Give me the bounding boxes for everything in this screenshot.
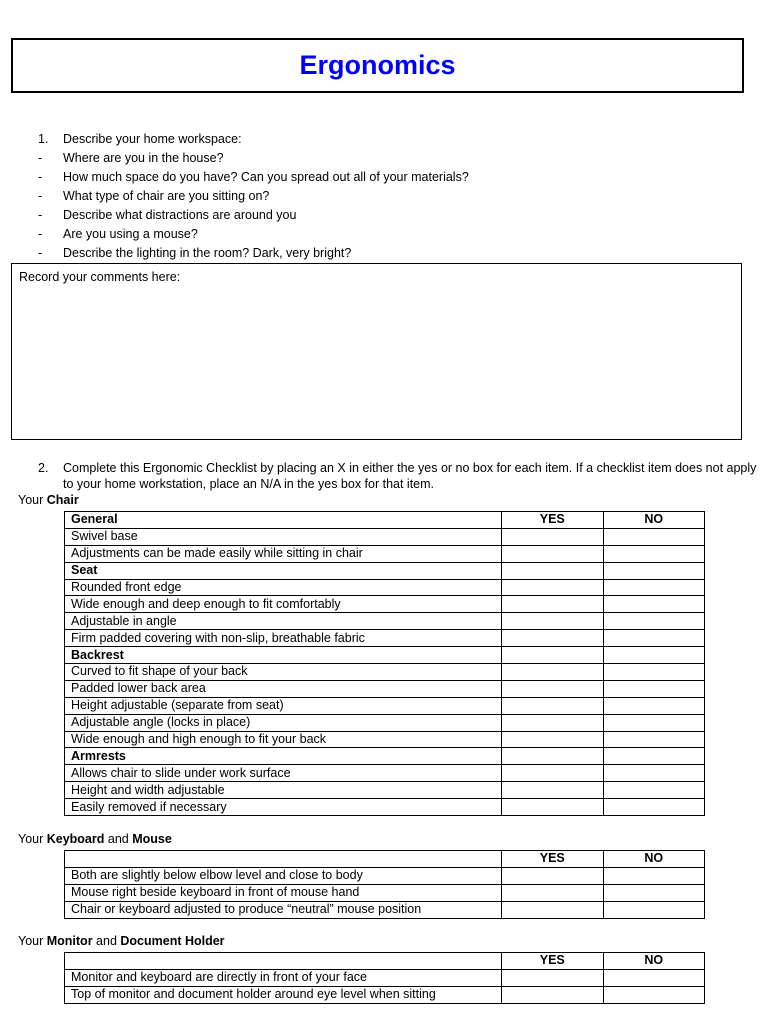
checklist-item: Wide enough and deep enough to fit comfortably (65, 596, 502, 613)
checklist-item: Both are slightly below elbow level and close to body (65, 867, 502, 884)
section-label-part: Mouse (132, 832, 172, 846)
section-label-part: Document Holder (120, 934, 225, 948)
checklist-item: Adjustable angle (locks in place) (65, 714, 502, 731)
list-marker: - (38, 189, 43, 203)
section-label-prefix: Your (18, 493, 47, 507)
no-checkbox-cell[interactable] (603, 884, 705, 901)
question-1-item (38, 187, 758, 206)
table-row (65, 596, 705, 613)
table-row (65, 969, 705, 986)
no-checkbox-cell (603, 748, 705, 765)
list-item-text: What type of chair are you sitting on? (63, 189, 270, 203)
list-marker: 1. (38, 132, 49, 146)
yes-checkbox-cell (502, 562, 604, 579)
no-column-header: NO (603, 953, 705, 970)
yes-checkbox-cell[interactable] (502, 986, 604, 1003)
section-label-part: Keyboard (46, 832, 105, 846)
section-label-part: and (92, 934, 121, 948)
section-label-prefix: Your (18, 934, 47, 948)
section-label (18, 832, 172, 846)
comments-box[interactable] (11, 263, 742, 440)
yes-checkbox-cell[interactable] (502, 765, 604, 782)
no-checkbox-cell (603, 562, 705, 579)
section-label-part: Monitor (46, 934, 93, 948)
no-checkbox-cell[interactable] (603, 630, 705, 647)
no-checkbox-cell[interactable] (603, 799, 705, 816)
yes-checkbox-cell[interactable] (502, 867, 604, 884)
category-header (65, 953, 502, 970)
list-marker: - (38, 170, 43, 184)
yes-checkbox-cell[interactable] (502, 969, 604, 986)
no-checkbox-cell[interactable] (603, 664, 705, 681)
no-checkbox-cell[interactable] (603, 867, 705, 884)
yes-checkbox-cell[interactable] (502, 596, 604, 613)
checklist-item: Padded lower back area (65, 680, 502, 697)
list-marker: - (38, 246, 43, 260)
list-item-text: Where are you in the house? (63, 151, 224, 165)
table-row (65, 714, 705, 731)
table-row (65, 562, 705, 579)
checklist-item: Swivel base (65, 528, 502, 545)
list-marker: - (38, 227, 43, 241)
checklist-item: Mouse right beside keyboard in front of mouse hand (65, 884, 502, 901)
yes-column-header: YES (502, 851, 604, 868)
no-checkbox-cell[interactable] (603, 765, 705, 782)
table-row (65, 731, 705, 748)
title-box (11, 38, 744, 93)
list-item-text: Describe your home workspace: (63, 132, 242, 146)
checklist-item: Monitor and keyboard are directly in front of your face (65, 969, 502, 986)
comments-label: Record your comments here: (19, 270, 181, 284)
table-row (65, 765, 705, 782)
category-header: Backrest (65, 647, 502, 664)
list-marker: - (38, 151, 43, 165)
question-1-item (38, 244, 758, 263)
no-checkbox-cell[interactable] (603, 528, 705, 545)
table-row (65, 884, 705, 901)
category-header: General (65, 512, 502, 529)
question-1-list (38, 130, 758, 263)
checklist-item: Curved to fit shape of your back (65, 664, 502, 681)
category-header: Armrests (65, 748, 502, 765)
table-row (65, 630, 705, 647)
no-checkbox-cell[interactable] (603, 731, 705, 748)
table-row (65, 901, 705, 918)
table-row (65, 953, 705, 970)
checklist-item: Height adjustable (separate from seat) (65, 697, 502, 714)
list-item-text: How much space do you have? Can you spread out all of your materials? (63, 170, 469, 184)
checklist-item: Height and width adjustable (65, 782, 502, 799)
yes-checkbox-cell[interactable] (502, 528, 604, 545)
no-checkbox-cell[interactable] (603, 613, 705, 630)
checklist-item: Firm padded covering with non-slip, breathable fabric (65, 630, 502, 647)
question-2-text: Complete this Ergonomic Checklist by placing an X in either the yes or no box for each item. If a checklist item does not apply to your home workstation, place an N/A in the yes box for that item. (63, 461, 757, 491)
question-1-item (38, 206, 758, 225)
no-checkbox-cell[interactable] (603, 782, 705, 799)
checklist-table (64, 850, 705, 919)
yes-checkbox-cell[interactable] (502, 782, 604, 799)
table-row (65, 528, 705, 545)
table-row (65, 680, 705, 697)
section-label-prefix: Your (18, 832, 47, 846)
no-checkbox-cell[interactable] (603, 579, 705, 596)
table-row (65, 867, 705, 884)
no-checkbox-cell[interactable] (603, 714, 705, 731)
table-row (65, 579, 705, 596)
list-item-text: Describe the lighting in the room? Dark, very bright? (63, 246, 352, 260)
checklist-table (64, 952, 705, 1004)
no-checkbox-cell[interactable] (603, 901, 705, 918)
yes-checkbox-cell (502, 647, 604, 664)
checklist-item: Wide enough and high enough to fit your back (65, 731, 502, 748)
yes-checkbox-cell[interactable] (502, 714, 604, 731)
no-checkbox-cell[interactable] (603, 680, 705, 697)
question-1-item (38, 225, 758, 244)
checklist-item: Top of monitor and document holder around eye level when sitting (65, 986, 502, 1003)
checklist-item: Adjustments can be made easily while sitting in chair (65, 545, 502, 562)
no-checkbox-cell[interactable] (603, 545, 705, 562)
table-row (65, 613, 705, 630)
no-column-header: NO (603, 512, 705, 529)
no-checkbox-cell[interactable] (603, 969, 705, 986)
section-label-part: and (104, 832, 133, 846)
table-row (65, 851, 705, 868)
list-marker: - (38, 208, 43, 222)
table-row (65, 986, 705, 1003)
checklist-item: Allows chair to slide under work surface (65, 765, 502, 782)
no-checkbox-cell[interactable] (603, 697, 705, 714)
yes-checkbox-cell[interactable] (502, 731, 604, 748)
table-row (65, 697, 705, 714)
table-row (65, 545, 705, 562)
question-2 (38, 460, 758, 492)
no-checkbox-cell[interactable] (603, 596, 705, 613)
question-1-item (38, 130, 758, 149)
page-title: Ergonomics (299, 50, 456, 80)
yes-checkbox-cell (502, 748, 604, 765)
section-label (18, 493, 79, 507)
table-row (65, 782, 705, 799)
table-row (65, 799, 705, 816)
checklist-table (64, 511, 705, 816)
question-1-item (38, 149, 758, 168)
yes-checkbox-cell[interactable] (502, 884, 604, 901)
table-row (65, 748, 705, 765)
yes-checkbox-cell[interactable] (502, 664, 604, 681)
no-column-header: NO (603, 851, 705, 868)
category-header (65, 851, 502, 868)
table-row (65, 512, 705, 529)
yes-checkbox-cell[interactable] (502, 680, 604, 697)
table-row (65, 664, 705, 681)
table-row (65, 647, 705, 664)
yes-checkbox-cell[interactable] (502, 697, 604, 714)
checklist-item: Rounded front edge (65, 579, 502, 596)
no-checkbox-cell (603, 647, 705, 664)
checklist-item: Easily removed if necessary (65, 799, 502, 816)
checklist-item: Chair or keyboard adjusted to produce “neutral” mouse position (65, 901, 502, 918)
question-1-item (38, 168, 758, 187)
section-label-part: Chair (46, 493, 79, 507)
checklist-item: Adjustable in angle (65, 613, 502, 630)
category-header: Seat (65, 562, 502, 579)
list-item-text: Describe what distractions are around you (63, 208, 297, 222)
question-2-number: 2. (38, 461, 49, 475)
yes-checkbox-cell[interactable] (502, 630, 604, 647)
section-label (18, 934, 225, 948)
yes-column-header: YES (502, 512, 604, 529)
list-item-text: Are you using a mouse? (63, 227, 198, 241)
yes-checkbox-cell[interactable] (502, 579, 604, 596)
yes-checkbox-cell[interactable] (502, 799, 604, 816)
yes-column-header: YES (502, 953, 604, 970)
yes-checkbox-cell[interactable] (502, 613, 604, 630)
no-checkbox-cell[interactable] (603, 986, 705, 1003)
yes-checkbox-cell[interactable] (502, 901, 604, 918)
yes-checkbox-cell[interactable] (502, 545, 604, 562)
